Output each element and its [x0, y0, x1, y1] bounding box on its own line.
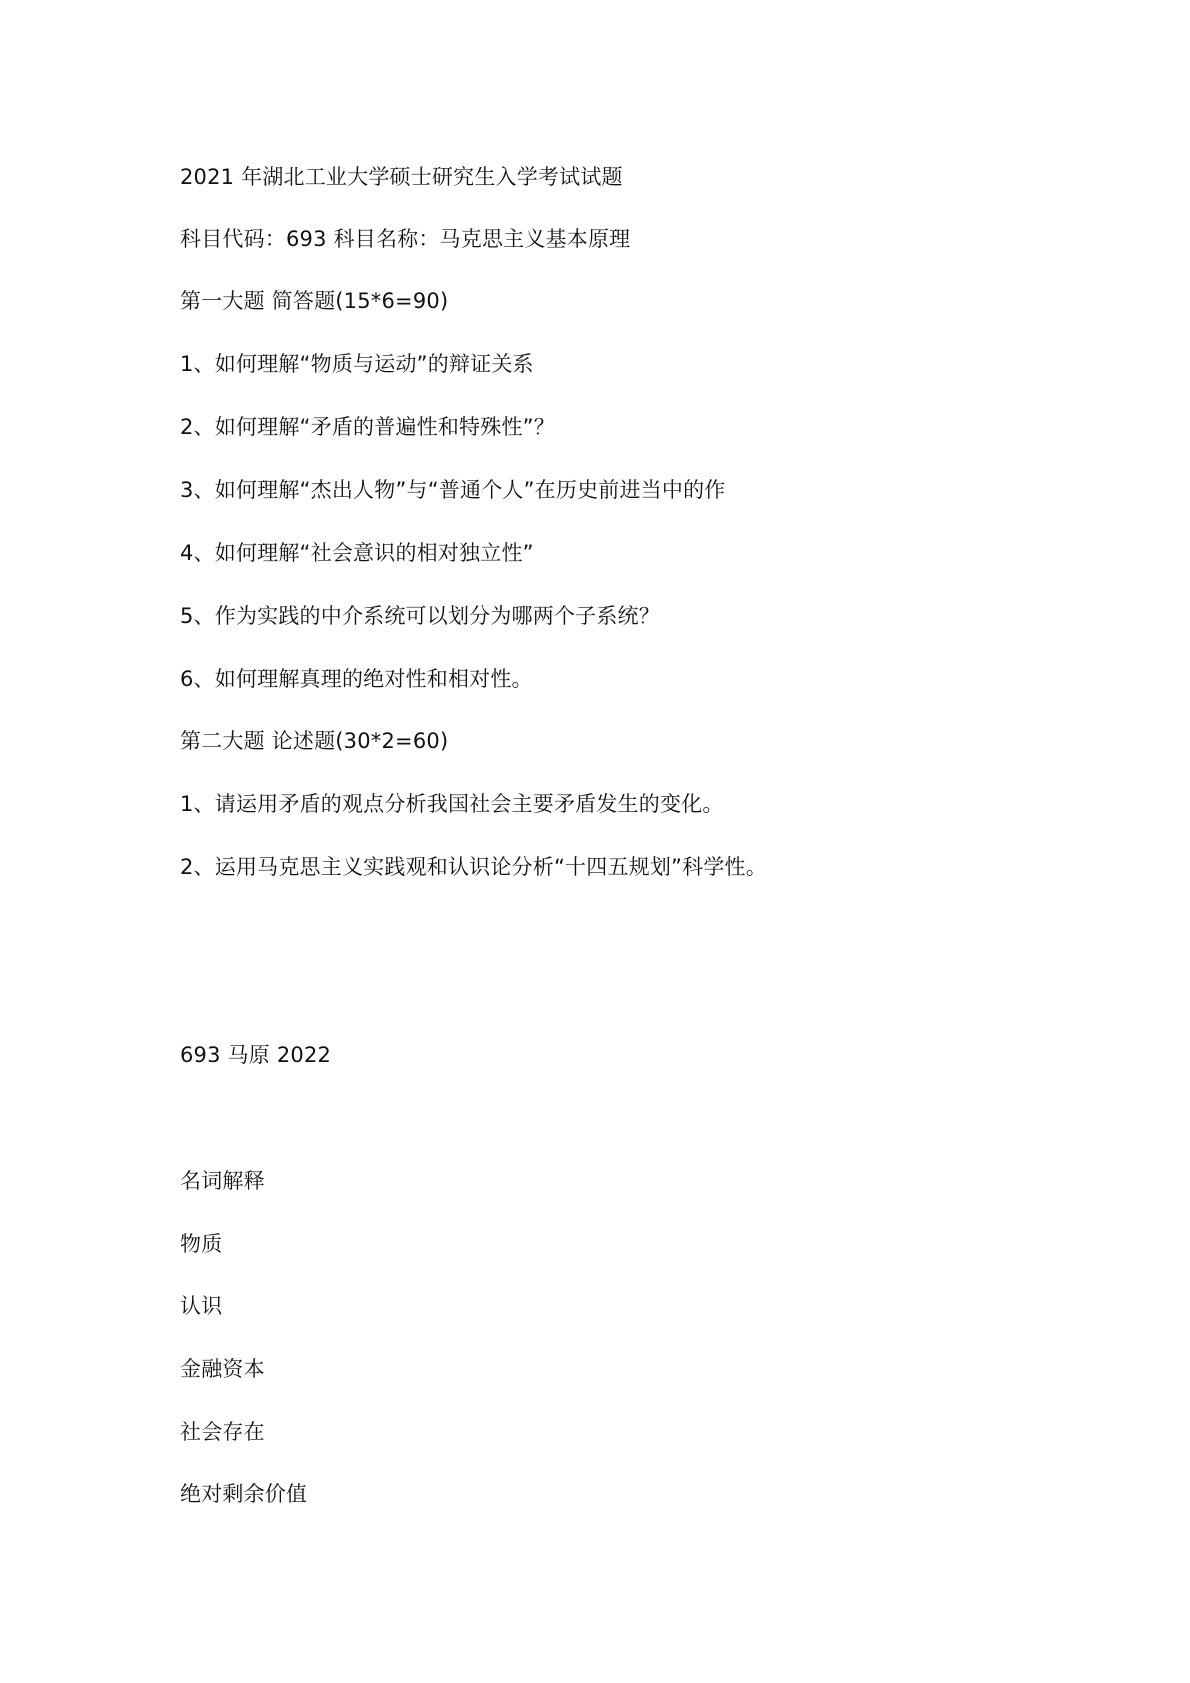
question-item: 3、如何理解“杰出人物”与“普通个人”在历史前进当中的作: [180, 478, 726, 502]
exam-title-2021: 2021 年湖北工业大学硕士研究生入学考试试题: [180, 165, 623, 189]
question-item: 6、如何理解真理的绝对性和相对性。: [180, 667, 533, 691]
question-item: 5、作为实践的中介系统可以划分为哪两个子系统？: [180, 604, 660, 628]
term-item: 绝对剩余价值: [180, 1482, 308, 1506]
exam-title-2022: 693 马原 2022: [180, 1043, 332, 1067]
subject-info: 科目代码：693 科目名称：马克思主义基本原理: [180, 227, 631, 251]
question-item: 2、运用马克思主义实践观和认识论分析“十四五规划”科学性。: [180, 855, 767, 879]
question-item: 1、请运用矛盾的观点分析我国社会主要矛盾发生的变化。: [180, 792, 724, 816]
term-item: 金融资本: [180, 1357, 265, 1381]
term-item: 物质: [180, 1232, 223, 1256]
question-item: 2、如何理解“矛盾的普遍性和特殊性”？: [180, 415, 555, 439]
term-item: 社会存在: [180, 1420, 265, 1444]
section1-heading: 第一大题 简答题(15*6=90): [180, 289, 449, 313]
question-item: 4、如何理解“社会意识的相对独立性”: [180, 541, 534, 565]
section2-heading: 第二大题 论述题(30*2=60): [180, 729, 449, 753]
question-item: 1、如何理解“物质与运动”的辩证关系: [180, 352, 534, 376]
term-section-heading: 名词解释: [180, 1169, 265, 1193]
term-item: 认识: [180, 1294, 223, 1318]
